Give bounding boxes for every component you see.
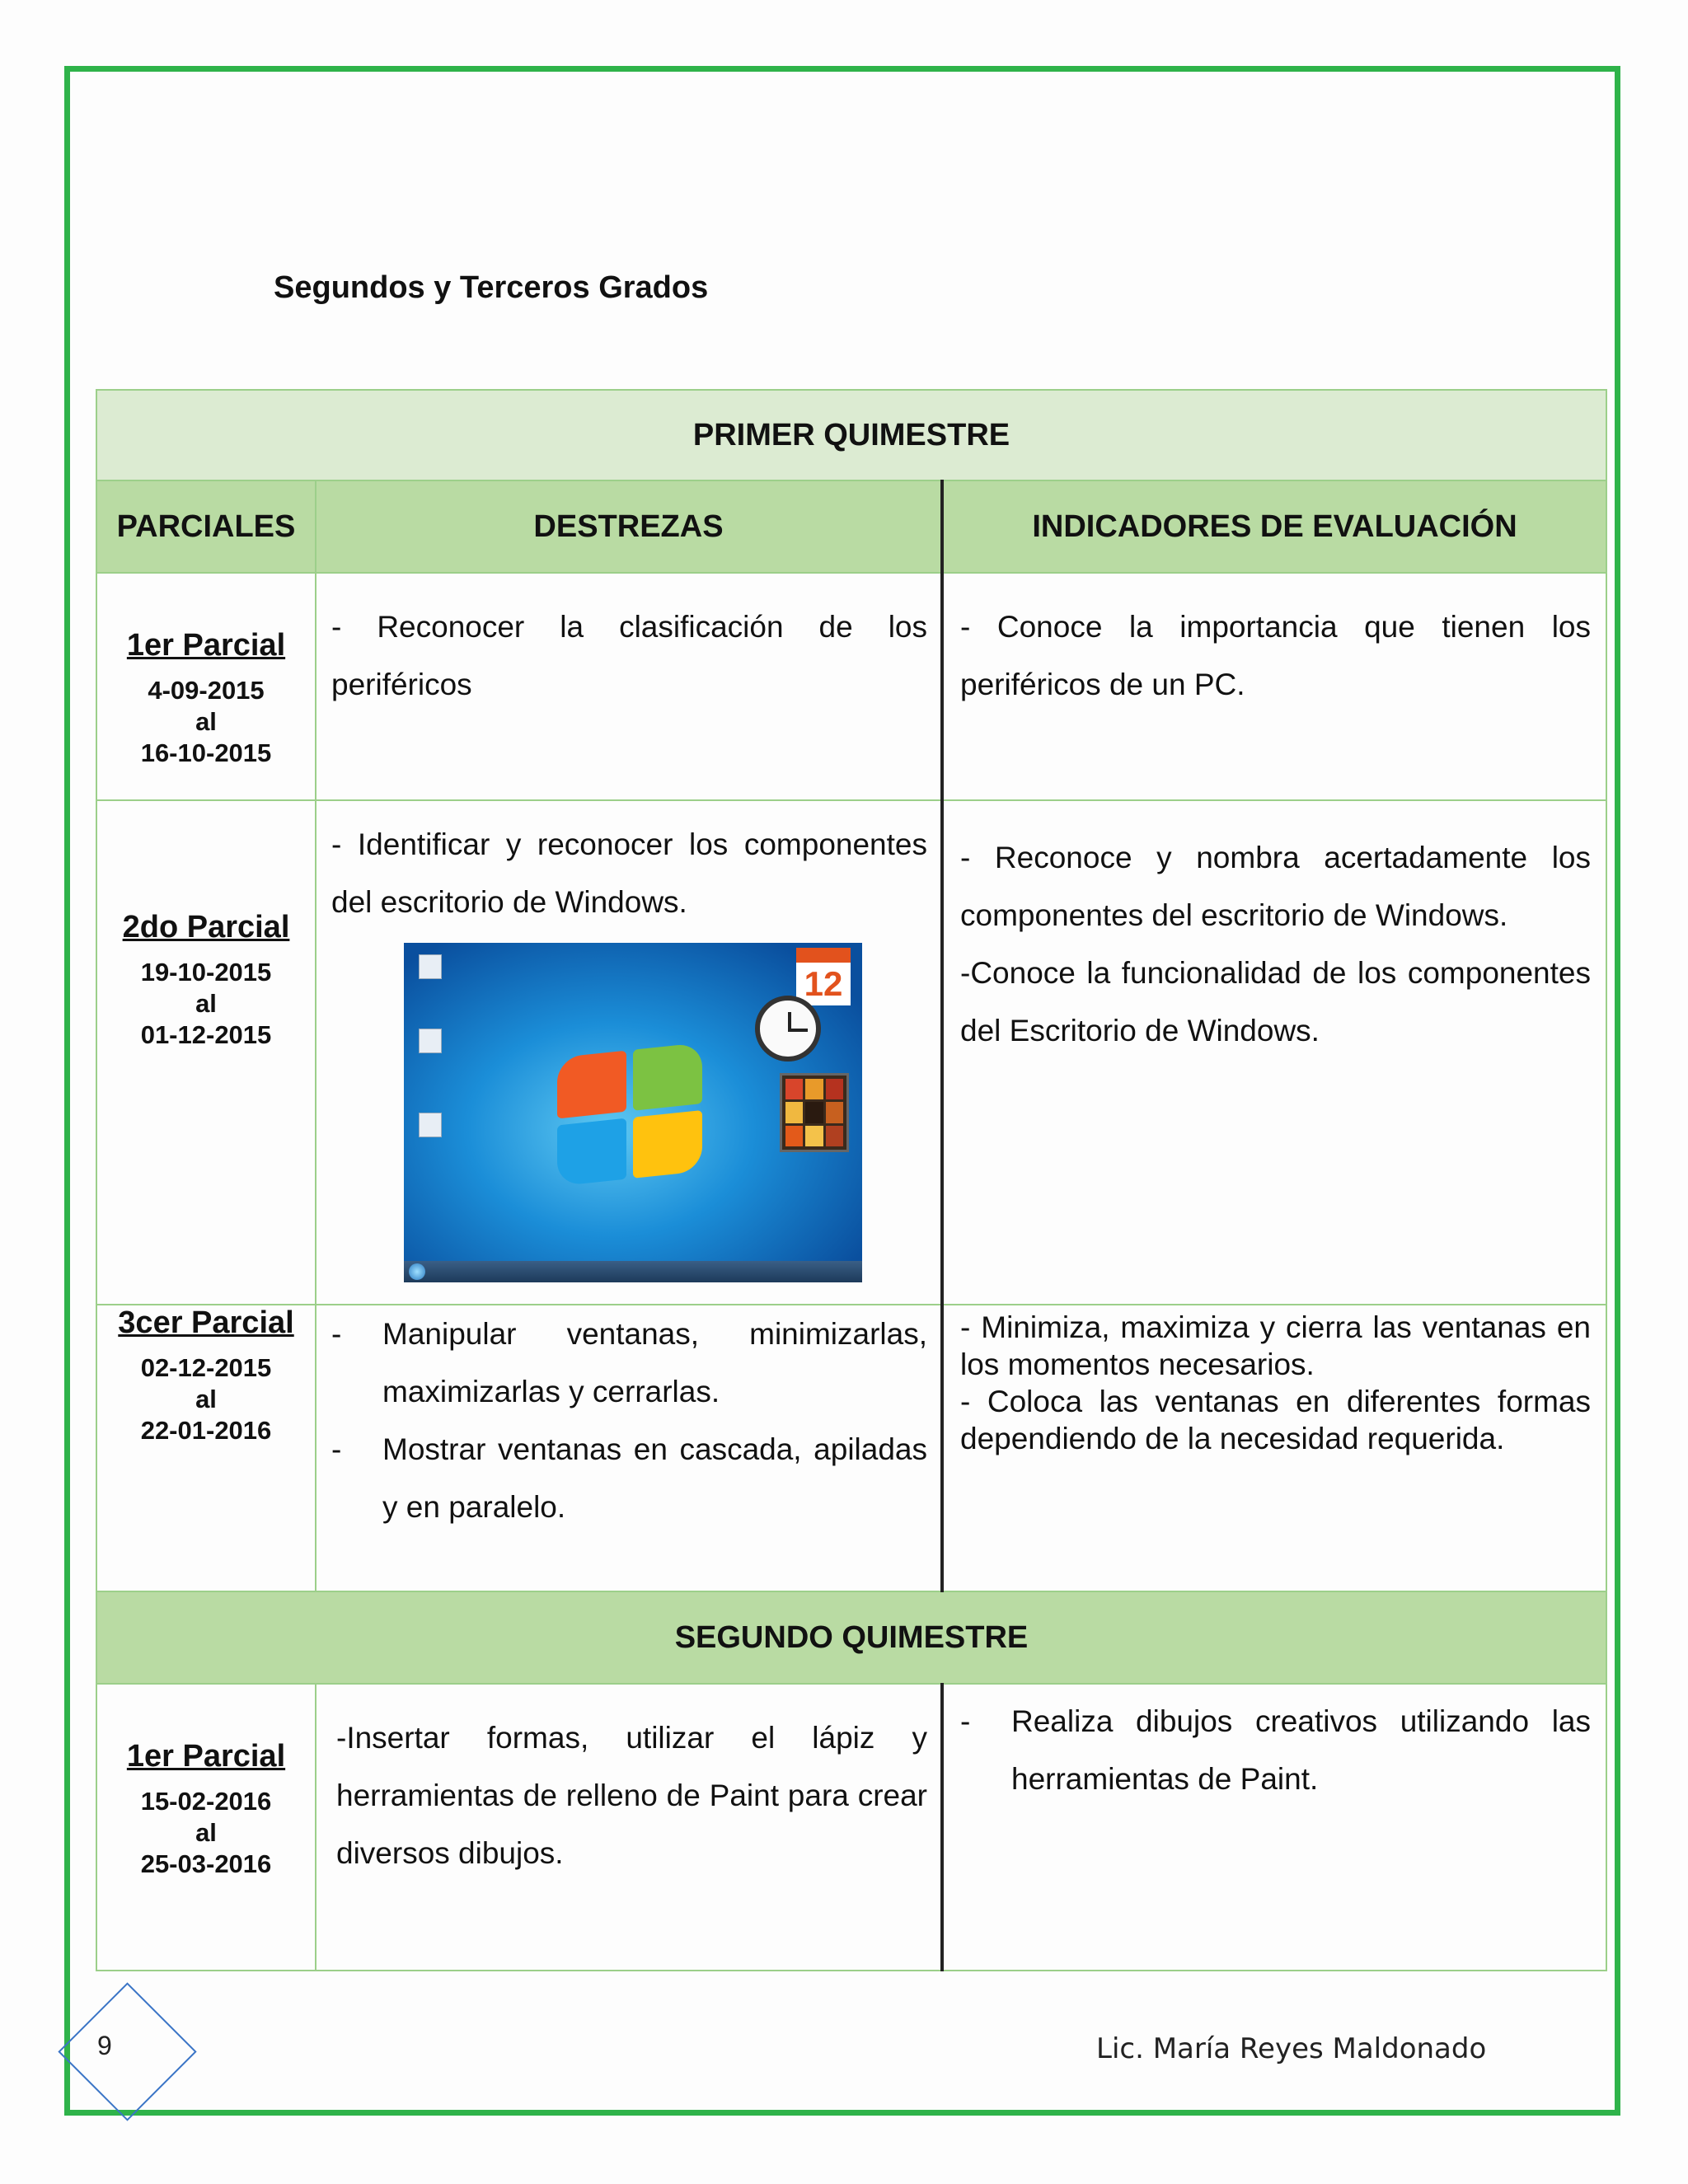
windows-desktop-screenshot <box>404 943 862 1282</box>
destreza-cell <box>316 800 942 1305</box>
parcial-cell <box>96 573 316 800</box>
header-parciales: PARCIALES <box>96 480 316 573</box>
picture-puzzle-gadget <box>780 1073 849 1152</box>
parcial-cell <box>96 800 316 1305</box>
parcial-dates: 19-10-2015 al 01-12-2015 <box>140 958 272 1049</box>
recycle-bin-icon <box>419 1113 442 1137</box>
destreza-text: Mostrar ventanas en cascada, apiladas y en paralelo. <box>382 1432 927 1524</box>
parcial-name: 2do Parcial <box>122 910 290 944</box>
parcial-name: 3cer Parcial <box>118 1305 294 1340</box>
parcial-name: 1er Parcial <box>126 1739 286 1774</box>
footer-author: Lic. María Reyes Maldonado <box>1096 2032 1487 2065</box>
indicador-text: - Conoce la importancia que tienen los periféricos de un PC. <box>960 610 1591 701</box>
header-indicadores: INDICADORES DE EVALUACIÓN <box>942 480 1606 573</box>
list-item: - Realiza dibujos creativos utilizando las herramientas de Paint. <box>944 1685 1606 1808</box>
windows-logo-icon <box>557 1043 706 1190</box>
destreza-text: - Identificar y reconocer los componentes del escritorio de Windows. <box>331 827 927 919</box>
primer-quimestre-band: PRIMER QUIMESTRE <box>96 390 1606 480</box>
parcial-cell <box>96 1305 316 1591</box>
taskbar <box>404 1261 862 1282</box>
page-number: 9 <box>97 2031 112 2060</box>
parcial-dates: 4-09-2015 al 16-10-2015 <box>140 676 272 767</box>
parcial-dates: 02-12-2015 al 22-01-2016 <box>140 1353 272 1445</box>
indicador-cell <box>942 1305 1606 1591</box>
calendar-gadget: 12 <box>796 948 851 1005</box>
destreza-cell <box>316 1305 942 1591</box>
indicador-text: - Reconoce y nombra acertadamente los componentes del escritorio de Windows. <box>960 841 1591 932</box>
parcial-dates: 15-02-2016 al 25-03-2016 <box>140 1787 272 1878</box>
indicador-cell <box>942 1684 1606 1971</box>
indicador-text: - Minimiza, maximiza y cierra las ventanas en los momentos necesarios. <box>960 1310 1591 1381</box>
parcial-cell <box>96 1684 316 1971</box>
clock-gadget <box>755 996 821 1062</box>
table-row <box>96 1684 1606 1971</box>
parcial-name: 1er Parcial <box>126 628 286 663</box>
destreza-text: Manipular ventanas, minimizarlas, maximizarlas y cerrarlas. <box>382 1317 927 1408</box>
section-title: Segundos y Terceros Grados <box>274 270 709 305</box>
start-button-icon <box>409 1263 425 1280</box>
internet-explorer-icon <box>419 954 442 979</box>
destreza-text: - Reconocer la clasificación de los periféricos <box>331 610 927 701</box>
curriculum-table <box>96 389 1607 1971</box>
desktop-file-icon <box>419 1029 442 1053</box>
indicador-cell <box>942 800 1606 1305</box>
table-row <box>96 1305 1606 1591</box>
header-destrezas: DESTREZAS <box>316 480 942 573</box>
table-row <box>96 573 1606 800</box>
destreza-text: -Insertar formas, utilizar el lápiz y herramientas de relleno de Paint para crear diversos dibujos. <box>336 1721 927 1870</box>
indicador-text: Realiza dibujos creativos utilizando las herramientas de Paint. <box>1011 1704 1591 1796</box>
segundo-quimestre-band: SEGUNDO QUIMESTRE <box>96 1591 1606 1684</box>
indicador-text: - Coloca las ventanas en diferentes formas dependiendo de la necesidad requerida. <box>960 1385 1591 1455</box>
destreza-cell <box>316 573 942 800</box>
indicador-text: -Conoce la funcionalidad de los componentes del Escritorio de Windows. <box>960 956 1591 1047</box>
destreza-cell <box>316 1684 942 1971</box>
list-item: - Manipular ventanas, minimizarlas, maximizarlas y cerrarlas. <box>331 1305 927 1421</box>
table-row <box>96 800 1606 1305</box>
list-item: - Mostrar ventanas en cascada, apiladas y en paralelo. <box>331 1421 927 1536</box>
indicador-cell <box>942 573 1606 800</box>
